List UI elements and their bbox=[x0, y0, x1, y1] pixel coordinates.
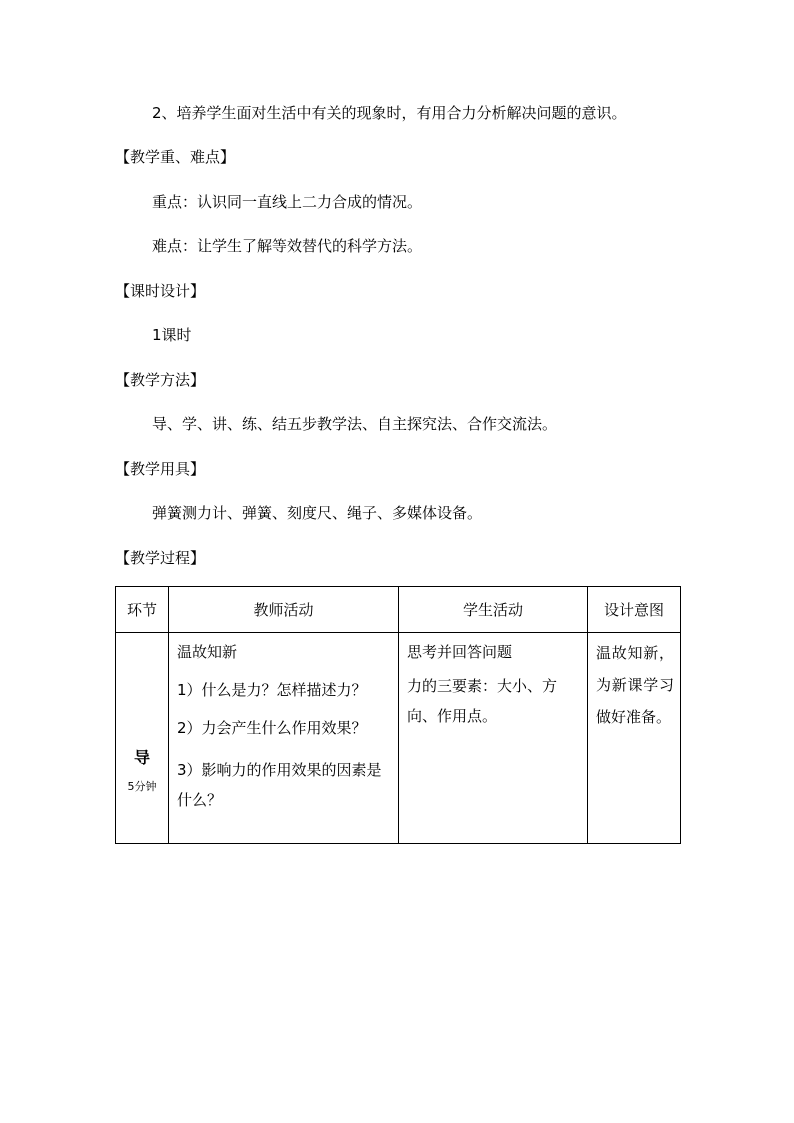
stage-time: 5分钟 bbox=[127, 779, 157, 793]
key-point-difficulty: 难点：让学生了解等效替代的科学方法。 bbox=[152, 237, 423, 255]
teacher-question-2: 2）力会产生什么作用效果？ bbox=[177, 719, 367, 737]
stage-cell bbox=[116, 633, 169, 844]
key-point-focus: 重点：认识同一直线上二力合成的情况。 bbox=[152, 193, 423, 211]
tools-heading: 【教学用具】 bbox=[115, 460, 206, 478]
student-answer: 力的三要素：大小、方向、作用点。 bbox=[407, 677, 558, 725]
teacher-question-3: 3）影响力的作用效果的因素是什么？ bbox=[177, 761, 382, 809]
header-design-intent: 设计意图 bbox=[588, 587, 681, 633]
teacher-activity-cell bbox=[169, 633, 399, 844]
student-activity-cell bbox=[399, 633, 588, 844]
teaching-process-table bbox=[115, 586, 681, 844]
header-stage: 环节 bbox=[116, 587, 169, 633]
design-intent-cell bbox=[588, 633, 681, 844]
teacher-activity-title: 温故知新 bbox=[177, 643, 238, 661]
header-student-activity: 学生活动 bbox=[399, 587, 588, 633]
table-header-row bbox=[116, 587, 681, 633]
lesson-design-content: 1课时 bbox=[152, 326, 192, 344]
teacher-question-1: 1）什么是力？怎样描述力？ bbox=[177, 681, 367, 699]
key-points-heading: 【教学重、难点】 bbox=[115, 148, 236, 166]
header-teacher-activity: 教师活动 bbox=[169, 587, 399, 633]
method-content: 导、学、讲、练、结五步教学法、自主探究法、合作交流法。 bbox=[152, 415, 558, 433]
lesson-design-heading: 【课时设计】 bbox=[115, 282, 206, 300]
objective-2: 2、培养学生面对生活中有关的现象时，有用合力分析解决问题的意识。 bbox=[152, 104, 627, 122]
table-row bbox=[116, 633, 681, 844]
tools-content: 弹簧测力计、弹簧、刻度尺、绳子、多媒体设备。 bbox=[152, 504, 483, 522]
design-intent-text: 温故知新，为新课学习做好准备。 bbox=[596, 644, 674, 726]
method-heading: 【教学方法】 bbox=[115, 371, 206, 389]
student-activity-title: 思考并回答问题 bbox=[407, 643, 513, 661]
stage-name: 导 bbox=[133, 747, 150, 767]
process-heading: 【教学过程】 bbox=[115, 549, 206, 567]
